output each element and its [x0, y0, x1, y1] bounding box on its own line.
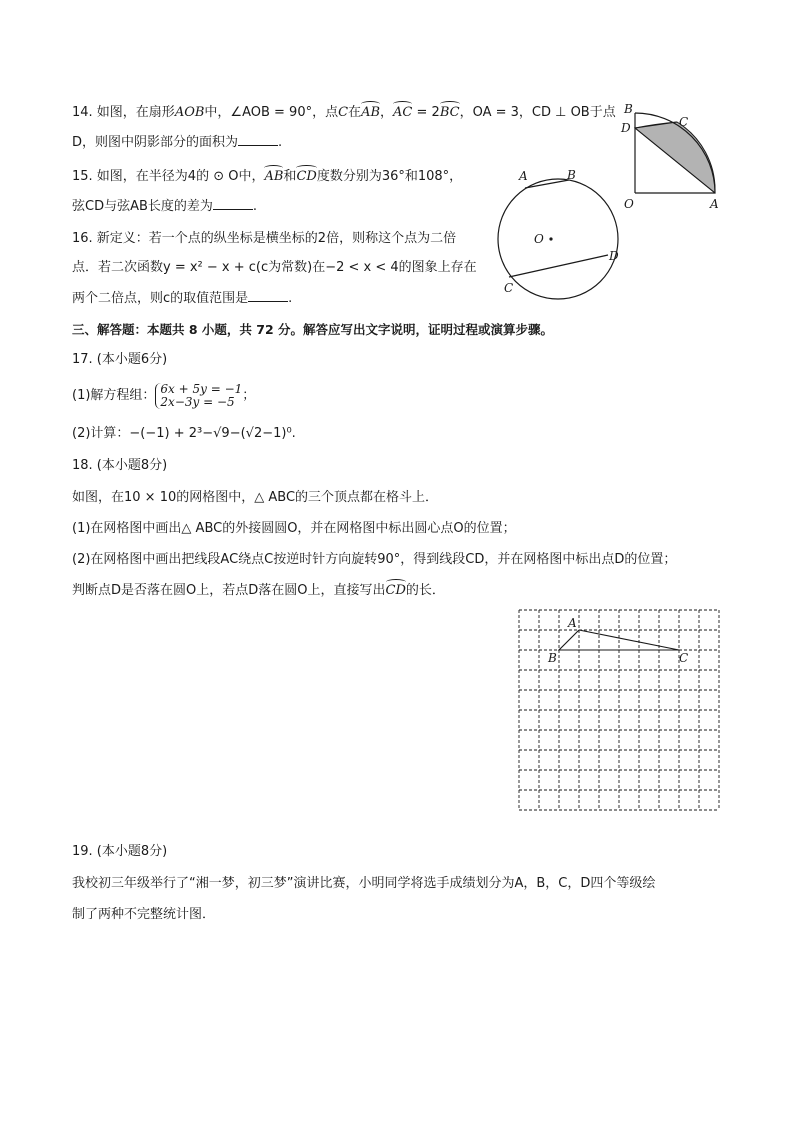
label-o: O	[624, 197, 634, 211]
q16-line3	[72, 289, 292, 308]
q14-text: .	[278, 135, 283, 150]
q14-math: C	[338, 105, 349, 120]
section-three-heading: 三、解答题：本题共 8 小题，共 72 分。解答应写出文字说明，证明过程或演算步骤。	[72, 322, 554, 337]
grid-figure	[515, 605, 725, 811]
chord-ab	[525, 180, 569, 188]
q15-line1	[72, 168, 462, 186]
q15-text: 度数分别为36°和108°，	[316, 169, 463, 184]
q19-line1: 我校初三年级举行了“湘一梦，初三梦”演讲比赛，小明同学将选手成绩划分为A，B，C，D四个等级绘	[72, 876, 656, 891]
label-d: D	[609, 249, 619, 263]
label-o: O	[534, 232, 544, 246]
q14-text: ，	[380, 105, 394, 120]
label-c: C	[679, 651, 689, 665]
q14-arc-ac: AC	[393, 105, 413, 120]
shaded-region	[635, 122, 715, 193]
q17-text: (1)解方程组：	[72, 388, 156, 403]
q17-part1	[72, 381, 255, 411]
q15-line2	[72, 197, 257, 216]
label-b: B	[567, 168, 576, 182]
q14-arc-bc: BC	[439, 105, 460, 120]
label-b: B	[548, 651, 557, 665]
q15-text: 15. 如图，在半径为4的 ⊙ O中，	[72, 169, 265, 184]
q18-part3	[72, 582, 445, 600]
q18-text: 判断点D是否落在圆O上，若点D落在圆O上，直接写出	[72, 583, 386, 598]
label-a: A	[568, 616, 577, 630]
label-a: A	[710, 197, 719, 211]
center-dot	[549, 237, 552, 240]
q15-text: .	[252, 199, 258, 214]
q16-text: .	[288, 291, 293, 306]
q14-line2	[72, 133, 282, 152]
sector-figure	[615, 98, 730, 213]
q16-text: 两个二倍点，则c的取值范围是	[72, 291, 249, 306]
q15-text: 弦CD与弦AB长度的差为	[72, 199, 213, 214]
equation-1: 6x + 5y = −1	[160, 381, 243, 396]
q14-text: ，OA = 3，CD ⊥ OB于点	[459, 105, 616, 120]
equation-system	[155, 383, 242, 409]
label-c: C	[504, 281, 514, 295]
circle-figure	[490, 162, 630, 302]
q19-heading: 19. (本小题8分)	[72, 844, 168, 859]
q16-line2: 点．若二次函数y = x² − x + c(c为常数)在−2 < x < 4的图象上存在	[72, 260, 477, 275]
label-a: A	[519, 169, 528, 183]
chord-cd	[509, 255, 608, 277]
q18-text: 的长．	[405, 583, 445, 598]
q18-arc-cd: CD	[385, 583, 406, 598]
answer-blank	[213, 197, 253, 210]
q14-text: 中，∠AOB = 90°，点	[204, 105, 339, 120]
q15-arc-ab: AB	[264, 169, 284, 184]
q17-heading: 17. (本小题6分)	[72, 352, 168, 367]
circle-o	[498, 179, 618, 299]
q18-intro: 如图，在10 × 10的网格图中，△ ABC的三个顶点都在格斗上．	[72, 490, 439, 505]
q18-part1: (1)在网格图中画出△ ABC的外接圆圆O，并在网格图中标出圆心点O的位置；	[72, 521, 516, 536]
q19-line2: 制了两种不完整统计图．	[72, 907, 216, 922]
grid-lines	[519, 610, 719, 810]
label-b: B	[624, 102, 633, 116]
q18-part2: (2)在网格图中画出把线段AC绕点C按逆时针方向旋转90°，得到线段CD，并在网格图中标出点D的位置；	[72, 552, 677, 567]
q14-text: = 2	[412, 105, 440, 120]
q14-math: AOB	[174, 105, 205, 120]
q18-heading: 18. (本小题8分)	[72, 458, 168, 473]
answer-blank	[238, 133, 278, 146]
q16-line1: 16. 新定义：若一个点的纵坐标是横坐标的2倍，则称这个点为二倍	[72, 231, 457, 246]
q14-line1	[72, 104, 616, 122]
q14-text: 14. 如图，在扇形	[72, 105, 175, 120]
q17-text: ；	[242, 388, 256, 403]
q17-part2: (2)计算：−(−1) + 2³−√9−(√2−1)⁰.	[72, 426, 296, 441]
q15-arc-cd: CD	[296, 169, 317, 184]
label-c: C	[679, 115, 689, 129]
q14-text: D，则图中阴影部分的面积为	[72, 135, 239, 150]
q15-text: 和	[283, 169, 297, 184]
q14-text: 在	[348, 105, 362, 120]
equation-2: 2x−3y = −5	[160, 394, 235, 409]
label-d: D	[621, 121, 631, 135]
answer-blank	[248, 289, 288, 302]
q14-arc-ab: AB	[361, 105, 381, 120]
